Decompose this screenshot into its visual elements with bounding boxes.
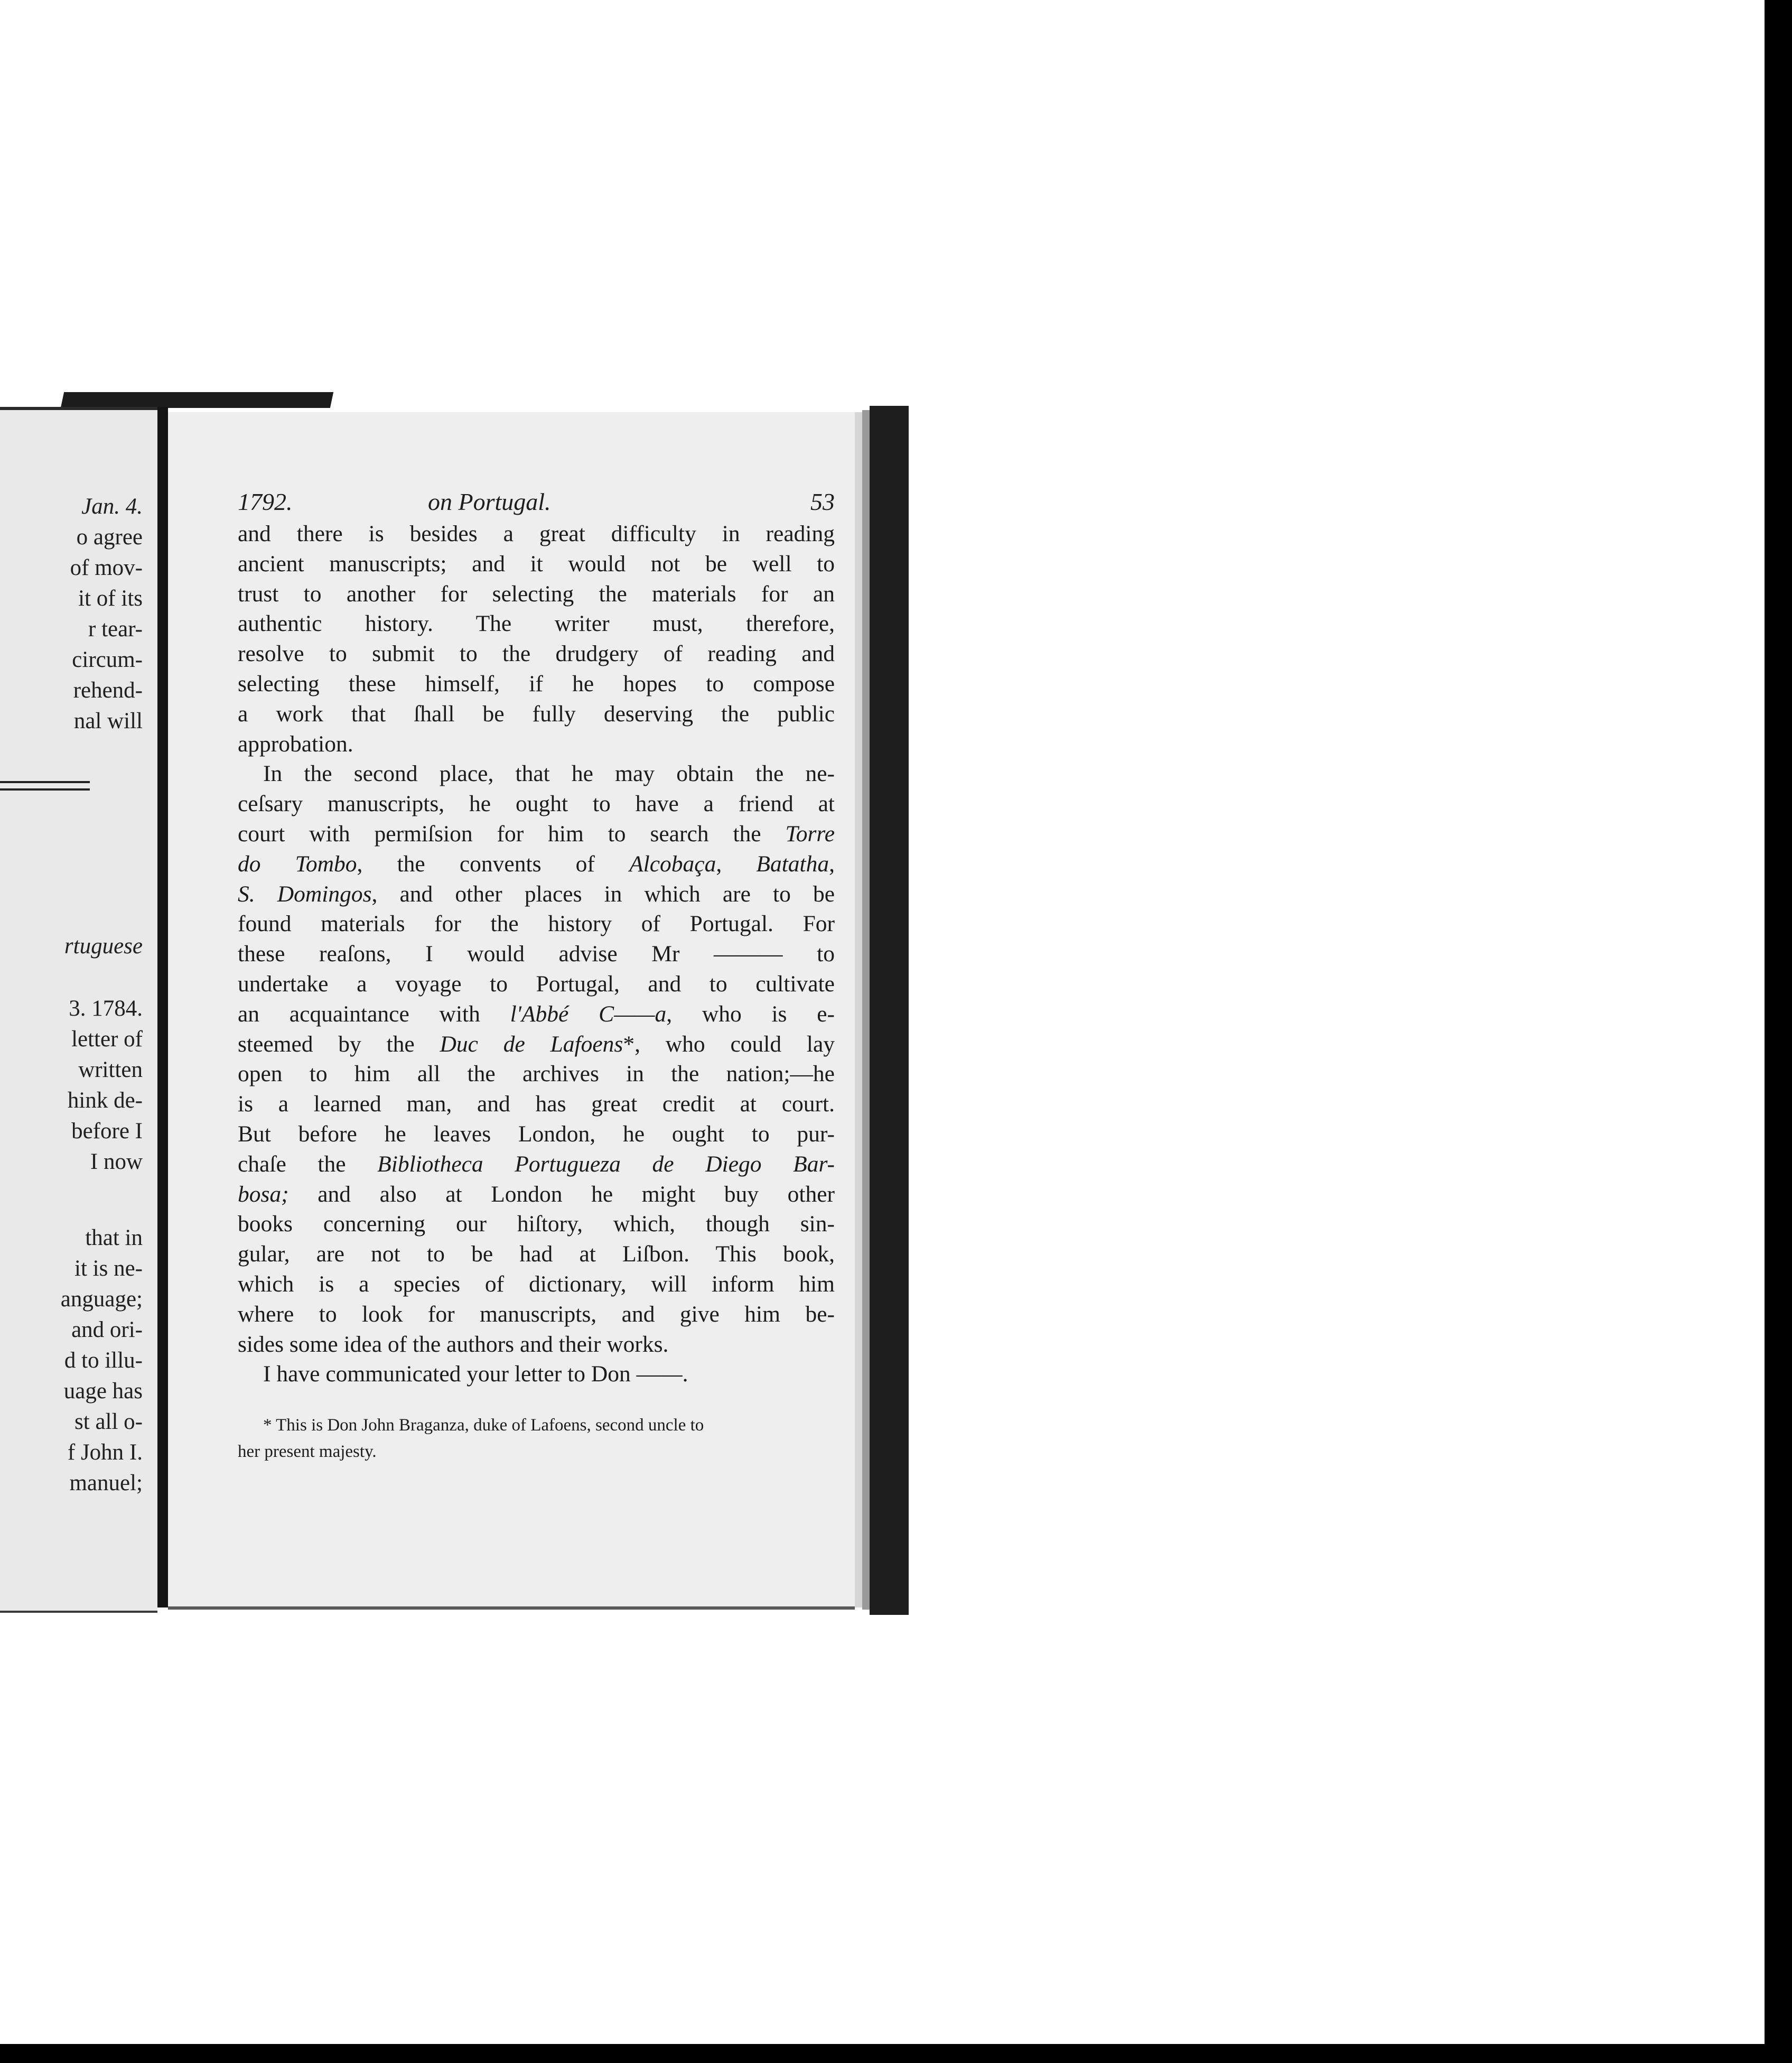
left-page-line: anguage; [60, 1287, 143, 1312]
text-run: these reaſons, I would advise Mr ——— to [238, 941, 835, 967]
left-page-line: uage has [63, 1379, 143, 1404]
text-run: *, who could lay [623, 1031, 835, 1057]
book-cover-edge [870, 406, 909, 1615]
text-run: found materials for the history of Portugal. For [238, 911, 835, 937]
body-line [238, 549, 835, 579]
body-line [238, 729, 835, 759]
body-line [238, 579, 835, 609]
italic-text: Alcobaça [629, 851, 716, 877]
left-page-line: of mov- [70, 555, 143, 580]
left-page-fragment [0, 407, 157, 1613]
body-line [238, 909, 835, 939]
text-run: chaſe the [238, 1151, 378, 1177]
text-run: resolve to submit to the drudgery of reading and [238, 641, 835, 667]
body-line [238, 699, 835, 729]
scan-border-bottom [0, 2044, 1792, 2063]
left-page-line: hink de- [67, 1088, 143, 1113]
body-line [238, 1209, 835, 1239]
left-page-line: letter of [71, 1027, 143, 1052]
body-line [238, 1179, 835, 1210]
left-page-line: before I [71, 1119, 143, 1144]
book-spine-band [61, 392, 333, 408]
text-run: is a learned man, and has great credit at court. [238, 1091, 835, 1117]
header-year: 1792. [238, 488, 293, 515]
footnote-line: her present majesty. [238, 1442, 377, 1461]
body-line [238, 519, 835, 549]
page-number: 53 [810, 488, 835, 515]
body-line [238, 939, 835, 969]
text-run: open to him all the archives in the nation;—he [238, 1061, 835, 1087]
text-run: trust to another for selecting the materials for an [238, 581, 835, 607]
italic-text: Duc de Lafoens [440, 1031, 623, 1057]
text-run: and there is besides a great difficulty in reading [238, 521, 835, 546]
body-line [238, 969, 835, 999]
text-run: selecting these himself, if he hopes to compose [238, 671, 835, 696]
body-line [238, 1330, 835, 1360]
header-title: on Portugal. [428, 488, 551, 515]
section-rule [0, 788, 90, 791]
left-page-line: 3. 1784. [69, 996, 143, 1021]
text-run: steemed by the [238, 1031, 440, 1057]
left-page-line: written [78, 1057, 143, 1082]
text-run: , [829, 851, 835, 877]
body-line [238, 1059, 835, 1089]
body-line [238, 819, 835, 849]
body-line [238, 639, 835, 669]
running-header [238, 486, 835, 523]
left-page-line: Jan. 4. [81, 494, 143, 519]
text-run: In the second place, that he may obtain the ne- [263, 761, 835, 787]
text-run: , [716, 851, 757, 877]
italic-text: Torre [785, 821, 835, 847]
left-page-line: d to illu- [64, 1348, 143, 1373]
body-line [238, 789, 835, 819]
text-run: a work that ſhall be fully deserving the public [238, 701, 835, 727]
body-line [238, 609, 835, 639]
body-line [238, 1119, 835, 1149]
text-run: ceſsary manuscripts, he ought to have a friend at [238, 791, 835, 817]
body-line [238, 1269, 835, 1299]
text-run: authentic history. The writer must, therefore, [238, 611, 835, 637]
body-line [238, 1239, 835, 1269]
text-run: undertake a voyage to Portugal, and to cultivate [238, 971, 835, 997]
text-run: where to look for manuscripts, and give him be- [238, 1301, 835, 1327]
text-run: , the convents of [357, 851, 630, 877]
book-gutter [157, 407, 168, 1607]
text-run: books concerning our hiſtory, which, though sin- [238, 1211, 835, 1237]
italic-text: S. Domingos [238, 881, 372, 907]
italic-text: bosa; [238, 1181, 289, 1207]
body-line [238, 849, 835, 879]
italic-text: do Tombo [238, 851, 357, 877]
italic-text: Bibliotheca Portugueza de Diego Bar- [377, 1151, 835, 1177]
right-page [168, 412, 855, 1610]
left-page-line: nal will [73, 709, 143, 733]
left-page-line: I now [90, 1149, 143, 1174]
left-page-line: circum- [72, 647, 143, 672]
text-run: But before he leaves London, he ought to pur- [238, 1121, 835, 1147]
body-line [238, 669, 835, 699]
page-edges [862, 410, 870, 1610]
left-page-line: that in [85, 1225, 143, 1250]
section-rule [0, 781, 90, 783]
body-line [238, 1029, 835, 1060]
left-page-line: manuel; [69, 1471, 143, 1495]
text-run: I have communicated your letter to Don ——. [263, 1361, 688, 1387]
footnote-line: * This is Don John Braganza, duke of Lafoens, second uncle to [263, 1416, 704, 1435]
italic-text: Batatha [756, 851, 829, 877]
body-line [238, 1299, 835, 1330]
left-page-line: and ori- [71, 1317, 143, 1342]
body-line [238, 759, 835, 789]
text-run: court with permiſsion for him to search the [238, 821, 786, 847]
text-run: gular, are not to be had at Liſbon. This book, [238, 1241, 835, 1267]
text-run: approbation. [238, 731, 353, 757]
left-page-line: o agree [76, 525, 143, 550]
left-page-line: it is ne- [74, 1256, 143, 1281]
italic-text: l'Abbé C——a [510, 1001, 667, 1027]
left-page-line: f John I. [67, 1440, 143, 1465]
text-run: ancient manuscripts; and it would not be well to [238, 551, 835, 577]
left-page-line: it of its [78, 586, 143, 611]
body-line [238, 879, 835, 909]
body-line [238, 1089, 835, 1119]
left-page-line: r tear- [88, 617, 143, 642]
left-page-line: rehend- [73, 678, 143, 703]
body-line [238, 999, 835, 1029]
footnote [238, 1412, 835, 1465]
text-run: and also at London he might buy other [288, 1181, 835, 1207]
body-line [238, 1149, 835, 1179]
left-page-line: st all o- [74, 1409, 143, 1434]
text-run: sides some idea of the authors and their works. [238, 1331, 669, 1357]
text-run: which is a species of dictionary, will inform him [238, 1271, 835, 1297]
body-text [238, 519, 835, 1389]
body-line [238, 1359, 835, 1389]
page-edges [855, 412, 862, 1607]
left-page-line: rtuguese [64, 934, 143, 959]
text-run: an acquaintance with [238, 1001, 510, 1027]
text-run: , and other places in which are to be [371, 881, 835, 907]
text-run: , who is e- [666, 1001, 835, 1027]
scan-border-right [1765, 0, 1792, 2063]
